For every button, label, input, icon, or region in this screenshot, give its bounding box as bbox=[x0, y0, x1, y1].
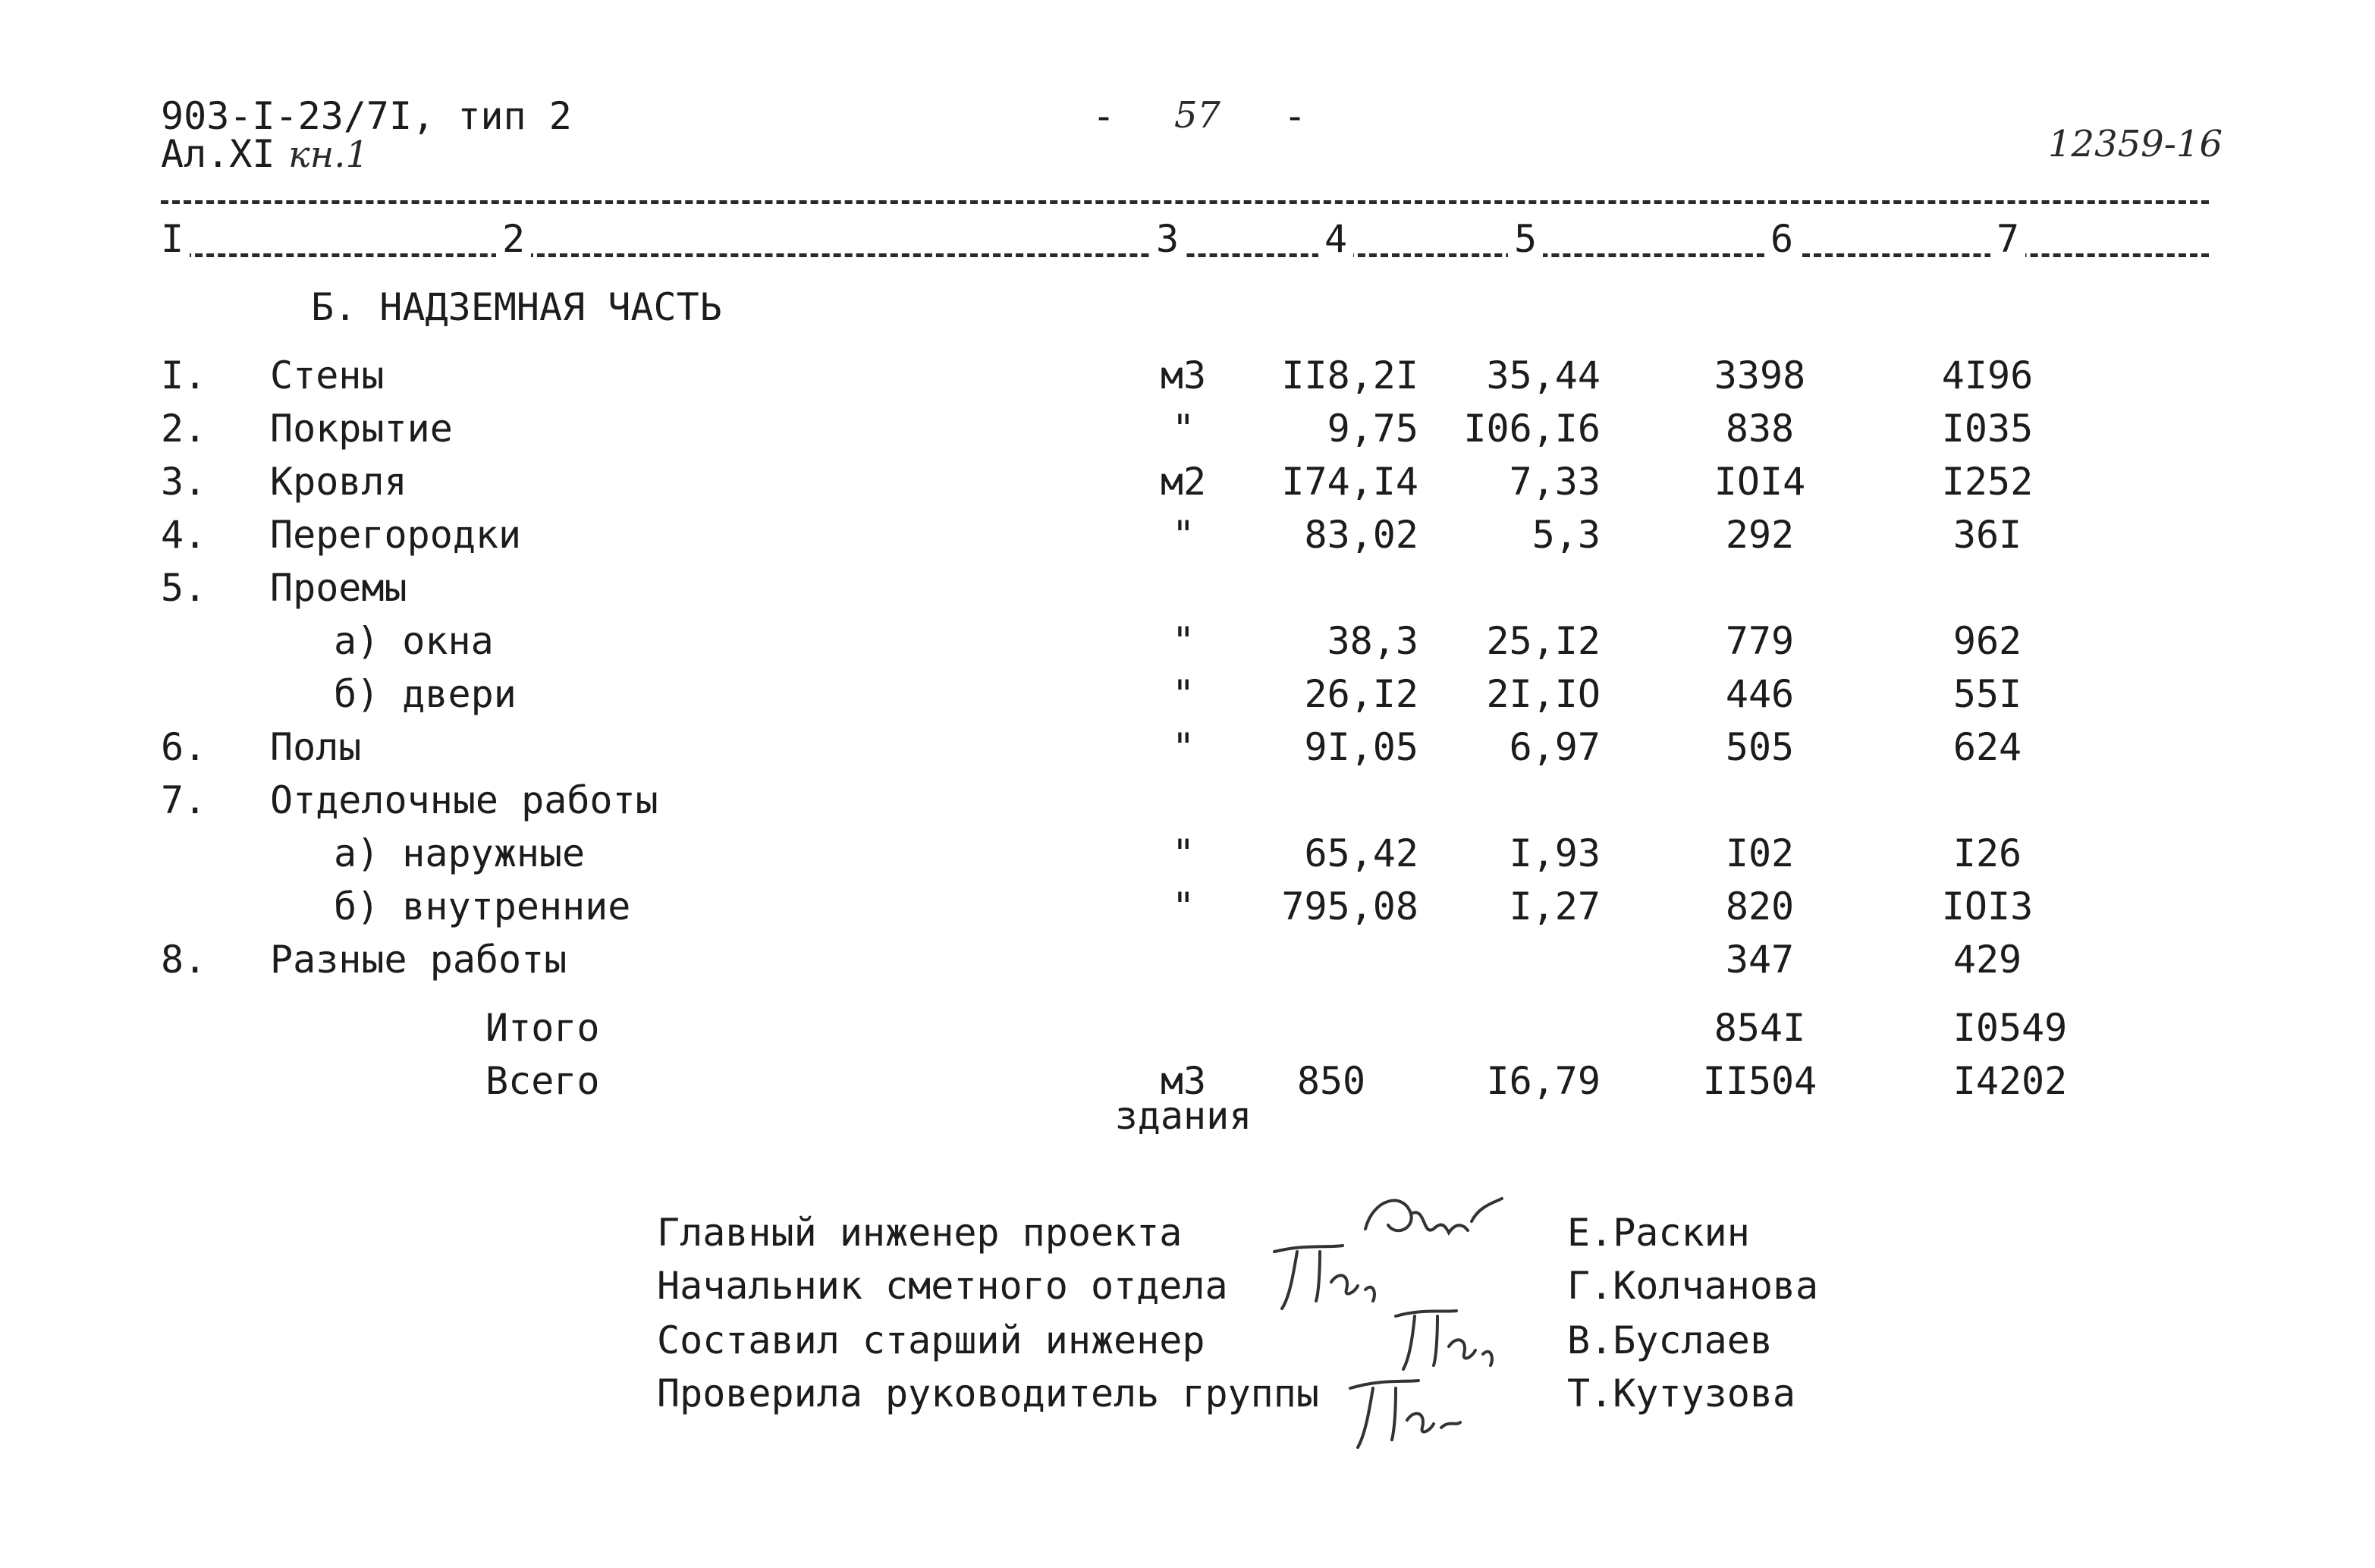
page-number: 57 bbox=[1174, 94, 1221, 137]
table-cell-c7: I252 bbox=[1941, 460, 2034, 504]
album-label: Ал.XI bbox=[161, 132, 275, 176]
page-number-dash-right: - bbox=[1283, 94, 1307, 138]
table-cell-name: Стены bbox=[270, 354, 385, 397]
table-cell-unit: " bbox=[1171, 831, 1195, 875]
table-cell-c6: I02 bbox=[1725, 831, 1795, 875]
signature-name-4: Т.Кутузова bbox=[1567, 1372, 1796, 1416]
total-cell-c5: I6,79 bbox=[1486, 1059, 1601, 1103]
header-rule-top bbox=[161, 200, 2209, 204]
total-cell-c7: I0549 bbox=[1952, 1006, 2068, 1050]
table-cell-num: 3. bbox=[161, 460, 207, 504]
table-cell-c4: 65,42 bbox=[1304, 831, 1418, 875]
table-cell-num: 8. bbox=[161, 938, 207, 982]
table-cell-name: б) двери bbox=[334, 672, 517, 716]
table-cell-c5: 35,44 bbox=[1486, 354, 1601, 397]
table-cell-c5: I06,I6 bbox=[1463, 407, 1601, 451]
section-title: Б. НАДЗЕМНАЯ ЧАСТЬ bbox=[311, 285, 722, 329]
table-cell-unit: м3 bbox=[1160, 354, 1207, 397]
table-cell-c7: I035 bbox=[1941, 407, 2034, 451]
total-cell-c4: 850 bbox=[1296, 1059, 1366, 1103]
table-cell-name: Проемы bbox=[270, 566, 407, 610]
table-cell-unit: " bbox=[1171, 725, 1195, 769]
table-cell-c6: 292 bbox=[1725, 513, 1795, 557]
total-cell-unit2: здания bbox=[1114, 1094, 1252, 1138]
table-cell-c6: 3398 bbox=[1714, 354, 1806, 397]
total-cell-c6: 854I bbox=[1714, 1006, 1806, 1050]
signature-position-3: Составил старший инженер bbox=[657, 1318, 1205, 1362]
total-cell-label: Всего bbox=[485, 1059, 600, 1103]
table-cell-unit: " bbox=[1171, 513, 1195, 557]
table-cell-unit: " bbox=[1171, 619, 1195, 663]
page-number-dash-left: - bbox=[1092, 94, 1116, 138]
column-number-4: 4 bbox=[1318, 220, 1353, 258]
column-number-3: 3 bbox=[1150, 220, 1185, 258]
table-cell-c6: 820 bbox=[1725, 885, 1795, 929]
table-cell-c7: IOI3 bbox=[1941, 885, 2034, 929]
table-cell-c6: 446 bbox=[1725, 672, 1795, 716]
table-cell-c7: I26 bbox=[1952, 831, 2022, 875]
table-cell-name: Покрытие bbox=[270, 407, 453, 451]
column-number-5: 5 bbox=[1508, 220, 1543, 258]
table-cell-num: 6. bbox=[161, 725, 207, 769]
total-cell-c7: I4202 bbox=[1952, 1059, 2068, 1103]
table-cell-c6: 779 bbox=[1725, 619, 1795, 663]
table-cell-c5: I,27 bbox=[1509, 885, 1601, 929]
table-cell-name: а) наружные bbox=[334, 831, 586, 875]
signature-position-2: Начальник сметного отдела bbox=[657, 1264, 1228, 1308]
table-cell-c5: 6,97 bbox=[1509, 725, 1601, 769]
table-cell-num: 5. bbox=[161, 566, 207, 610]
table-cell-c4: 9I,05 bbox=[1304, 725, 1418, 769]
table-cell-num: I. bbox=[161, 354, 207, 397]
table-cell-unit: " bbox=[1171, 672, 1195, 716]
table-cell-c7: 962 bbox=[1952, 619, 2022, 663]
signature-position-4: Проверила руководитель группы bbox=[657, 1372, 1319, 1416]
document-code: 903-I-23/7I, тип 2 bbox=[161, 94, 572, 138]
table-cell-num: 4. bbox=[161, 513, 207, 557]
table-cell-c4: 795,08 bbox=[1281, 885, 1418, 929]
table-cell-c6: 838 bbox=[1725, 407, 1795, 451]
table-cell-c7: 4I96 bbox=[1941, 354, 2034, 397]
table-cell-c7: 429 bbox=[1952, 938, 2022, 982]
table-cell-c4: II8,2I bbox=[1281, 354, 1418, 397]
table-cell-c5: 25,I2 bbox=[1486, 619, 1601, 663]
column-number-1: I bbox=[161, 220, 190, 258]
table-cell-c4: 38,3 bbox=[1327, 619, 1418, 663]
table-cell-num: 7. bbox=[161, 778, 207, 822]
table-cell-c7: 36I bbox=[1952, 513, 2022, 557]
table-cell-c6: 505 bbox=[1725, 725, 1795, 769]
book-handwritten: кн.1 bbox=[288, 134, 369, 176]
table-cell-name: Кровля bbox=[270, 460, 407, 504]
signature-name-3: В.Буслаев bbox=[1567, 1318, 1773, 1362]
table-cell-c4: 83,02 bbox=[1304, 513, 1418, 557]
table-cell-c4: 26,I2 bbox=[1304, 672, 1418, 716]
table-cell-name: Отделочные работы bbox=[270, 778, 658, 822]
table-cell-unit: м2 bbox=[1160, 460, 1207, 504]
table-cell-name: Перегородки bbox=[270, 513, 522, 557]
table-cell-c7: 55I bbox=[1952, 672, 2022, 716]
signature-position-1: Главный инженер проекта bbox=[657, 1211, 1183, 1255]
table-cell-c5: 7,33 bbox=[1509, 460, 1601, 504]
column-number-7: 7 bbox=[1990, 220, 2025, 258]
table-cell-unit: " bbox=[1171, 407, 1195, 451]
table-cell-c4: I74,I4 bbox=[1281, 460, 1418, 504]
table-cell-c4: 9,75 bbox=[1327, 407, 1418, 451]
table-cell-name: Разные работы bbox=[270, 938, 567, 982]
table-cell-num: 2. bbox=[161, 407, 207, 451]
table-cell-name: Полы bbox=[270, 725, 362, 769]
table-cell-c5: I,93 bbox=[1509, 831, 1601, 875]
table-cell-c6: 347 bbox=[1725, 938, 1795, 982]
table-cell-name: б) внутренние bbox=[334, 885, 631, 929]
table-cell-c7: 624 bbox=[1952, 725, 2022, 769]
signature-name-1: Е.Раскин bbox=[1567, 1211, 1750, 1255]
total-cell-label: Итого bbox=[485, 1006, 600, 1050]
signature-scribble-4 bbox=[1335, 1365, 1487, 1456]
total-cell-c6: II504 bbox=[1702, 1059, 1817, 1103]
table-cell-c5: 5,3 bbox=[1531, 513, 1601, 557]
table-cell-name: а) окна bbox=[334, 619, 494, 663]
total-cell-unit: м3 bbox=[1160, 1059, 1207, 1103]
table-cell-c6: IOI4 bbox=[1714, 460, 1806, 504]
table-cell-c5: 2I,IO bbox=[1486, 672, 1601, 716]
signature-name-2: Г.Колчанова bbox=[1567, 1264, 1819, 1308]
table-cell-unit: " bbox=[1171, 885, 1195, 929]
column-number-6: 6 bbox=[1764, 220, 1799, 258]
column-number-2: 2 bbox=[496, 220, 531, 258]
archive-number: 12359-16 bbox=[2048, 123, 2223, 165]
